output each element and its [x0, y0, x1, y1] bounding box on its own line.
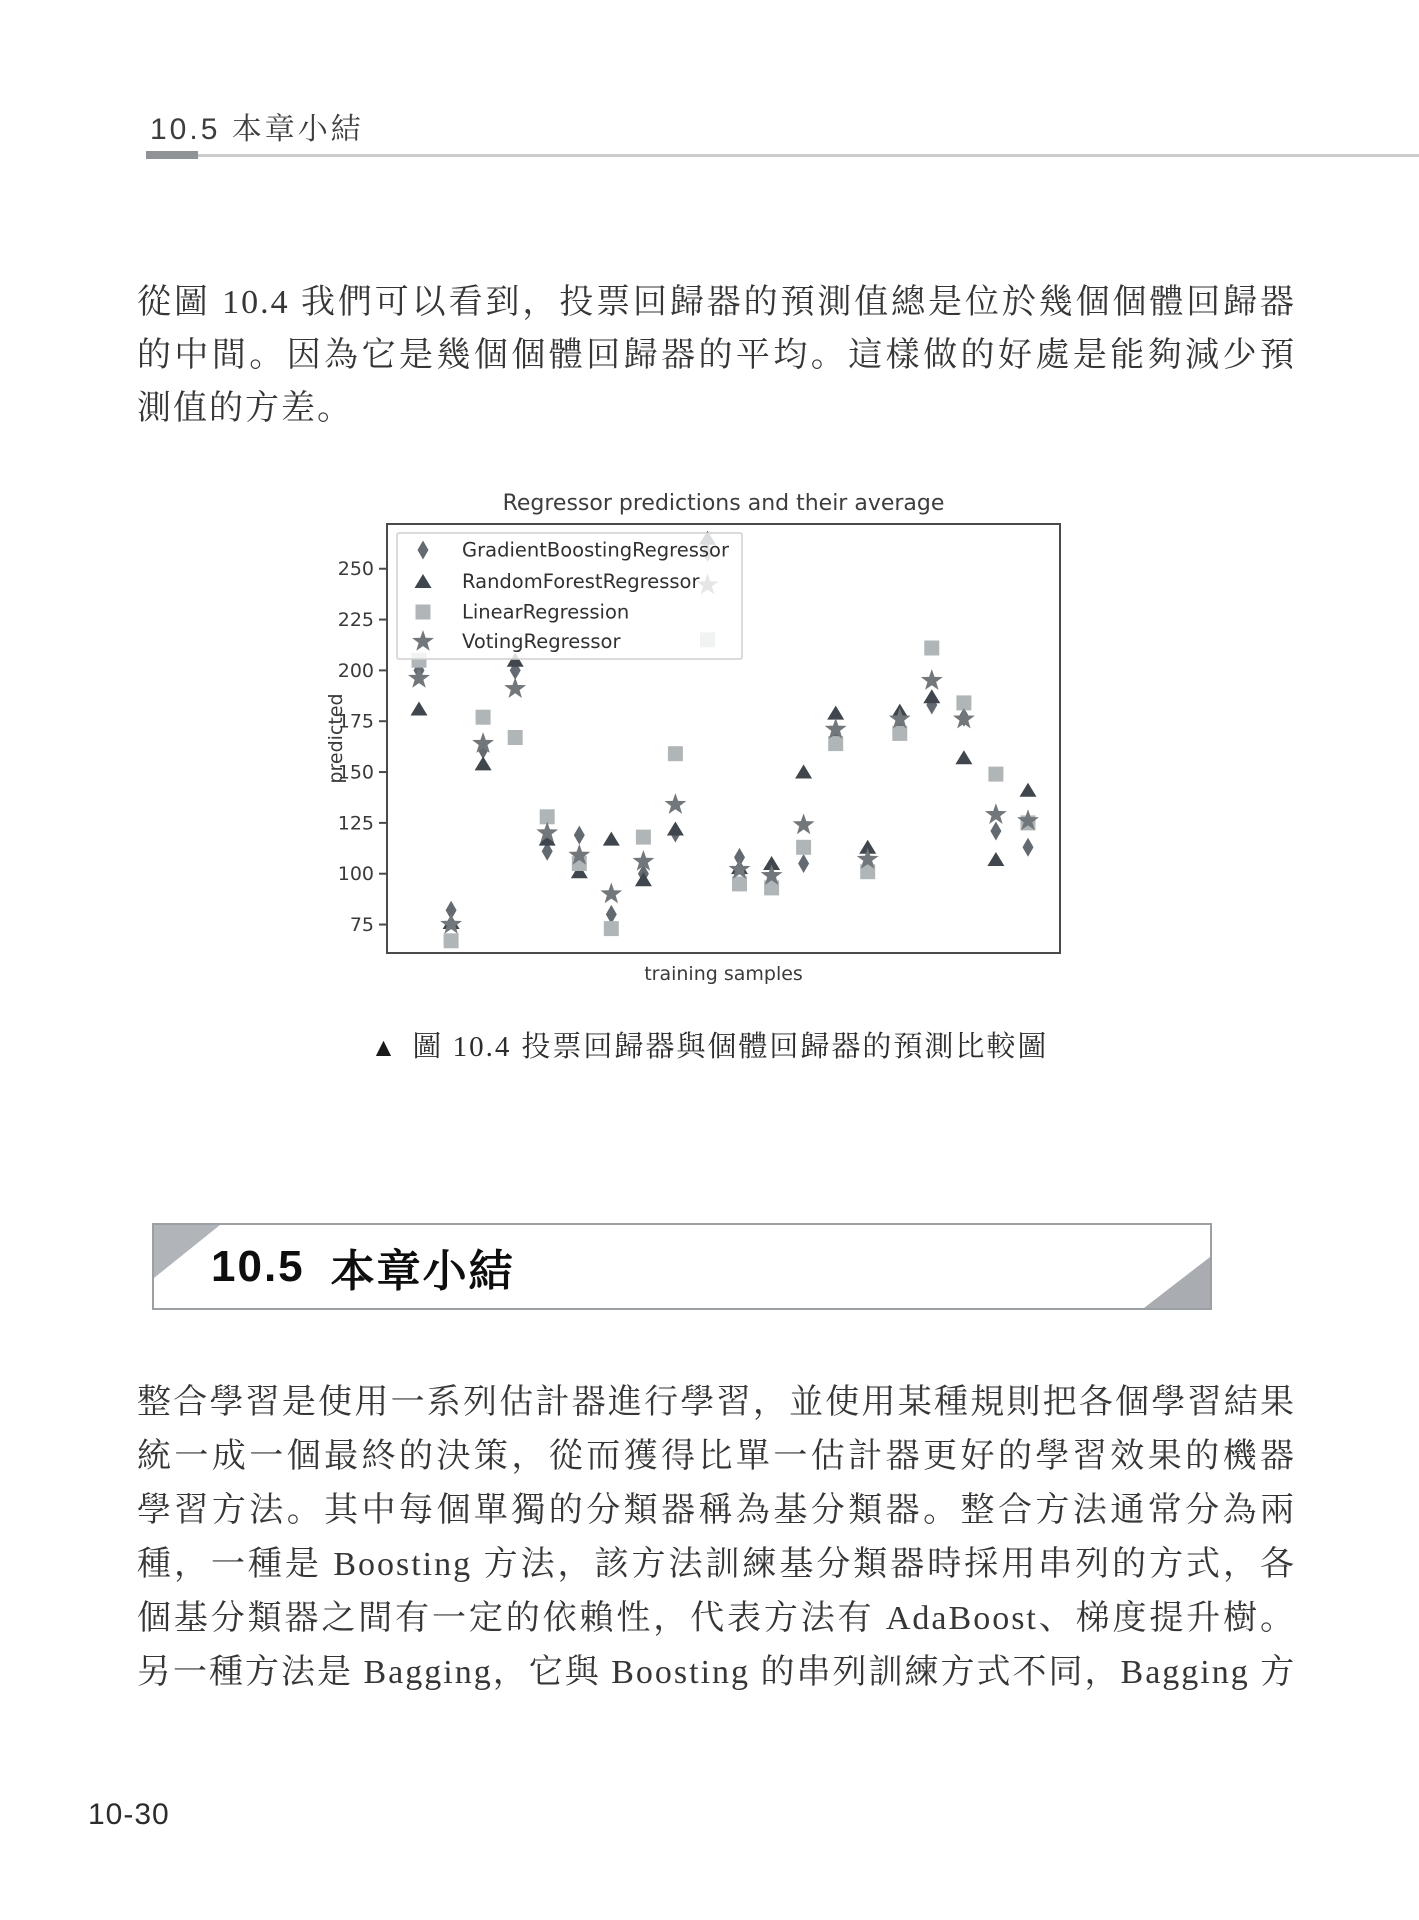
section-heading: [211, 1225, 515, 1308]
svg-text:100: 100: [337, 863, 374, 886]
paragraph-line: 統一成一個最終的決策，從而獲得比單一估計器更好的學習效果的機器: [137, 1438, 1296, 1475]
paragraph-line: 從圖 10.4 我們可以看到，投票回歸器的預測值總是位於幾個個體回歸器: [137, 284, 1296, 321]
caption-text: 投票回歸器與個體回歸器的預測比較圖: [521, 1031, 1049, 1063]
svg-text:Regressor predictions and thei: Regressor predictions and their average: [502, 491, 945, 516]
svg-text:150: 150: [337, 761, 374, 784]
paragraph-line: 另一種方法是 Bagging，它與 Boosting 的串列訓練方式不同，Bagging 方: [137, 1654, 1297, 1691]
section-number: 10.5: [211, 1241, 305, 1291]
paragraph-line: 測值的方差。: [137, 390, 353, 427]
svg-text:175: 175: [337, 710, 374, 733]
svg-text:predicted: predicted: [325, 693, 347, 784]
caption-number: 圖 10.4: [412, 1031, 512, 1063]
svg-text:GradientBoostingRegressor: GradientBoostingRegressor: [462, 538, 729, 562]
paragraph-line: 整合學習是使用一系列估計器進行學習，並使用某種規則把各個學習結果: [137, 1384, 1296, 1421]
running-header: 10.5 本章小結: [150, 113, 364, 146]
header-rule: [198, 154, 1419, 157]
banner-right-wedge: [1144, 1257, 1210, 1308]
svg-text:75: 75: [349, 914, 374, 937]
header-rule-accent: [146, 151, 198, 159]
figure-10-4-chart: [320, 483, 1070, 1028]
paragraph-line: 種，一種是 Boosting 方法，該方法訓練基分類器時採用串列的方式，各: [137, 1546, 1296, 1583]
caption-triangle-icon: ▲: [370, 1032, 399, 1062]
paragraph-line: 的中間。因為它是幾個個體回歸器的平均。這樣做的好處是能夠減少預: [137, 337, 1296, 374]
svg-text:VotingRegressor: VotingRegressor: [462, 630, 621, 653]
paragraph-line: 學習方法。其中每個單獨的分類器稱為基分類器。整合方法通常分為兩: [137, 1492, 1296, 1529]
svg-text:RandomForestRegressor: RandomForestRegressor: [462, 570, 700, 593]
section-heading-banner: [152, 1223, 1212, 1310]
intro-paragraph: [137, 276, 1296, 435]
section-title: 本章小結: [330, 1246, 515, 1296]
svg-text:training samples: training samples: [644, 963, 803, 985]
svg-text:LinearRegression: LinearRegression: [462, 600, 630, 624]
svg-text:125: 125: [337, 812, 374, 835]
body-paragraph: [137, 1376, 1296, 1700]
paragraph-line: 個基分類器之間有一定的依賴性，代表方法有 AdaBoost、梯度提升樹。: [137, 1600, 1296, 1637]
svg-text:200: 200: [337, 659, 374, 682]
svg-text:225: 225: [337, 609, 374, 632]
page-number: 10-30: [88, 1798, 170, 1831]
svg-text:250: 250: [337, 558, 374, 581]
figure-caption: [0, 1024, 1419, 1065]
